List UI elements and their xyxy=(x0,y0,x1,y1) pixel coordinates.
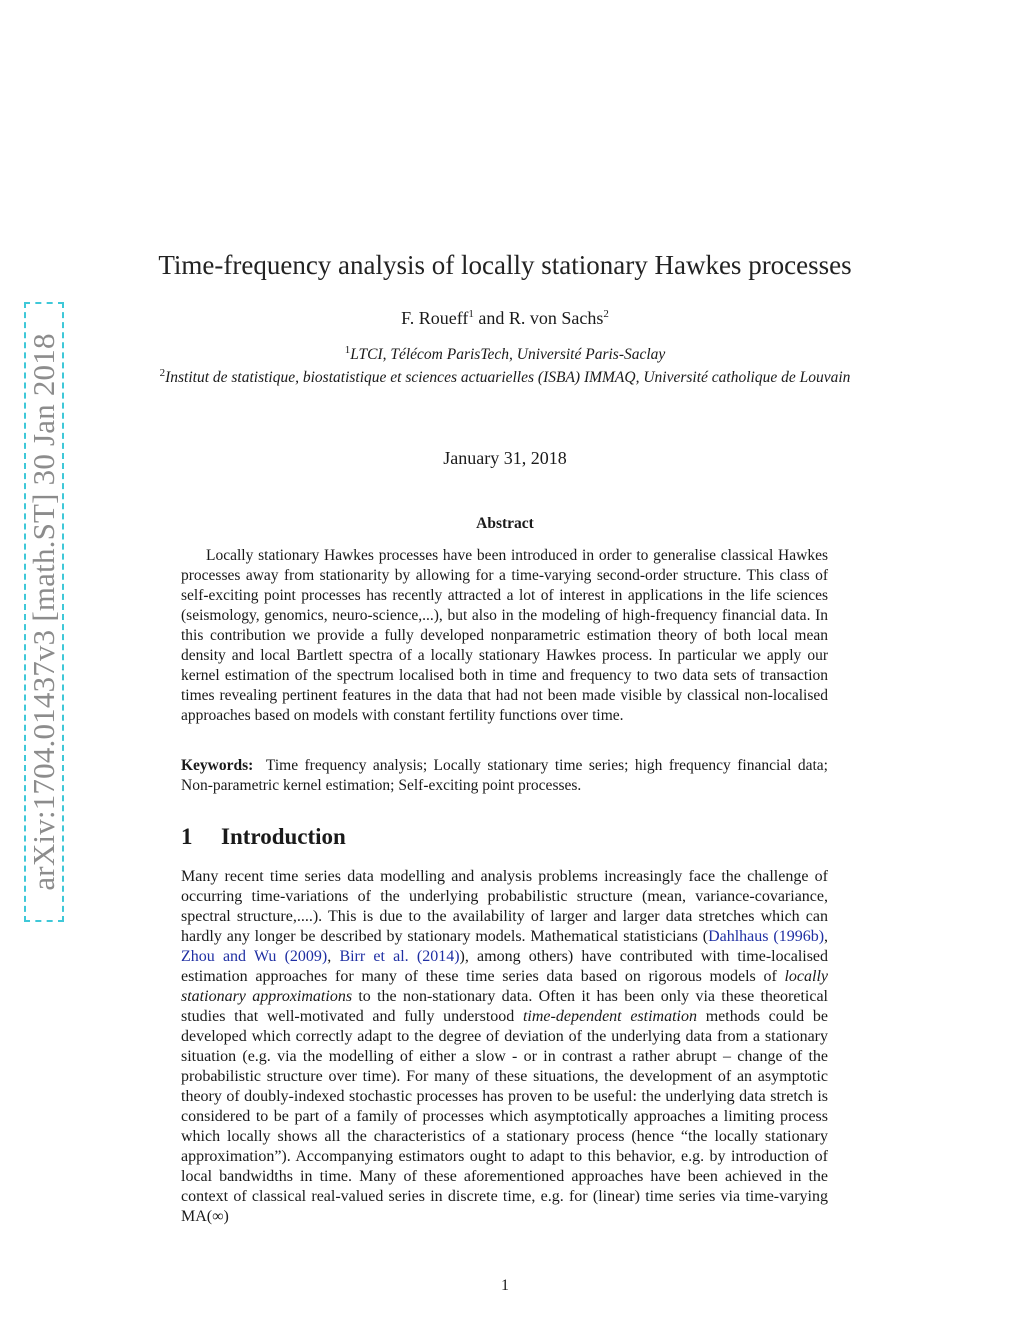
citation-birr-name: Birr et al. xyxy=(339,948,409,965)
citation-zhou-wu-year: 2009 xyxy=(289,948,322,965)
citation-dahlhaus-name: Dahlhaus xyxy=(708,928,769,945)
affiliation-1-text: LTCI, Télécom ParisTech, Université Paris-Saclay xyxy=(350,346,666,363)
citation-birr-year: 2014 xyxy=(422,948,455,965)
section-number: 1 xyxy=(181,824,193,849)
affiliation-1 xyxy=(130,343,880,364)
citation-dahlhaus-year: 1996b xyxy=(778,928,819,945)
emphasis-locally-stationary: locally stationary approximations xyxy=(181,968,828,1005)
citation-birr-et-al[interactable]: Birr et al. (2014) xyxy=(339,948,460,965)
author-conjunction: and xyxy=(473,308,509,328)
abstract-heading: Abstract xyxy=(476,515,534,532)
author-2-affiliation-mark: 2 xyxy=(603,308,609,320)
intro-text-part-1: Many recent time series data modelling and analysis problems increasingly face the challenge of occurring time-variations of the underlying probabilistic structure (mean, variance-covariance, spectral structure,....). This is due to the availability of larger and larger data stretches which can hardly any longer be described by stationary models. Mathematical statisticians ( xyxy=(181,868,828,945)
emphasis-time-dependent: time-dependent estimation xyxy=(522,1008,697,1025)
section-heading-introduction xyxy=(181,824,346,850)
section-title: Introduction xyxy=(221,824,346,849)
arxiv-identifier-stamp xyxy=(24,302,64,922)
paper-title: Time-frequency analysis of locally stationary Hawkes processes xyxy=(158,250,852,280)
author-1-affiliation-mark: 1 xyxy=(468,308,474,320)
intro-text-part-4: methods could be developed which correctly adapt to the degree of deviation of the underlying data from a stationary situation (e.g. via the modelling of either a slow - or in contrast a rather abrupt – change of the probabilistic structure over time). For many of these situations, the development of an asymptotic theory of doubly-indexed stochastic processes has proven to be useful: the underlying data stretch is considered to be part of a family of processes which asymptotically approaches a limiting process which locally shows all the characteristics of a stationary process (hence “the locally stationary approximation”). Accompanying estimators ought to adapt to this behavior, e.g. by introduction of local bandwidths in time. Many of these aforementioned approaches have been achieved in the context of classical real-valued series in discrete time, e.g. for (linear) time series via time-varying MA(∞) xyxy=(181,1008,828,1225)
affiliation-2-mark: 2 xyxy=(159,366,166,379)
author-line xyxy=(0,308,1010,329)
affiliation-1-mark: 1 xyxy=(344,343,351,356)
abstract-text: Locally stationary Hawkes processes have been introduced in order to generalise classical Hawkes processes away from stationarity by allowing for a time-varying second-order structure. This class of self-exciting point processes has recently attracted a lot of interest in applications in the life sciences (seismology, genomics, neuro-science,...), but also in the modeling of high-frequency financial data. In this contribution we provide a fully developed nonparametric estimation theory of both local mean density and local Bartlett spectra of a locally stationary Hawkes process. In particular we apply our kernel estimation of the spectrum localised both in time and frequency to two data sets of transaction times revealing pertinent features in the data that had not been made visible by classical non-localised approaches based on models with constant fertility functions over time. xyxy=(181,547,828,724)
intro-text-part-2: ), among others) have contributed with time-localised estimation approaches for many of these time series data based on rigorous models of xyxy=(181,948,829,985)
introduction-paragraph: Many recent time series data modelling and analysis problems increasingly face the challenge of occurring time-variations of the underlying probabilistic structure (mean, variance-covariance, spectral structure,....). This is due to the availability of larger and larger data stretches which can hardly any longer be described by stationary models. Mathematical statisticians (Dahlhaus (1996b), Zhou and Wu (2009), Birr et al. (2014)), among others) have contributed with time-localised estimation approaches for many of these time series data based on rigorous models of locally stationary approximations to the non-stationary data. Often it has been only via these theoretical studies that well-motivated and fully understood time-dependent estimation methods could be developed which correctly adapt to the degree of deviation of the underlying data from a stationary situation (e.g. via the modelling of either a slow - or in contrast a rather abrupt – change of the probabilistic structure over time). For many of these situations, the development of an asymptotic theory of doubly-indexed stochastic processes has proven to be useful: the underlying data stretch is considered to be part of a family of processes which asymptotically approaches a limiting process which locally shows all the characteristics of a stationary process (hence “the locally stationary approximation”). Accompanying estimators ought to adapt to this behavior, e.g. by introduction of local bandwidths in time. Many of these aforementioned approaches have been achieved in the context of classical real-valued series in discrete time, e.g. for (linear) time series via time-varying MA(∞) xyxy=(181,868,829,1225)
author-2: R. von Sachs xyxy=(508,308,604,328)
affiliation-2 xyxy=(130,368,880,388)
keywords-label: Keywords: xyxy=(181,757,254,774)
page-number: 1 xyxy=(501,1277,509,1294)
author-1: F. Roueff xyxy=(401,308,469,328)
arxiv-identifier-text: arXiv:1704.01437v3 [math.ST] 30 Jan 2018 xyxy=(26,333,61,891)
paper-date: January 31, 2018 xyxy=(443,448,567,468)
citation-dahlhaus[interactable]: Dahlhaus (1996b) xyxy=(708,928,825,945)
citation-zhou-wu-name: Zhou and Wu xyxy=(181,948,277,965)
keywords-text: Time frequency analysis; Locally stationary time series; high frequency financial data; Non-parametric kernel estimation; Self-exciting point processes. xyxy=(181,757,828,794)
keywords xyxy=(181,756,828,796)
affiliation-2-text: Institut de statistique, biostatistique et sciences actuarielles (ISBA) IMMAQ, Université catholique de Louvain xyxy=(165,369,851,386)
intro-text-part-3: to the non-stationary data. Often it has been only via these theoretical studies that well-motivated and fully understood xyxy=(181,988,828,1025)
citation-zhou-wu[interactable]: Zhou and Wu (2009) xyxy=(181,948,328,965)
